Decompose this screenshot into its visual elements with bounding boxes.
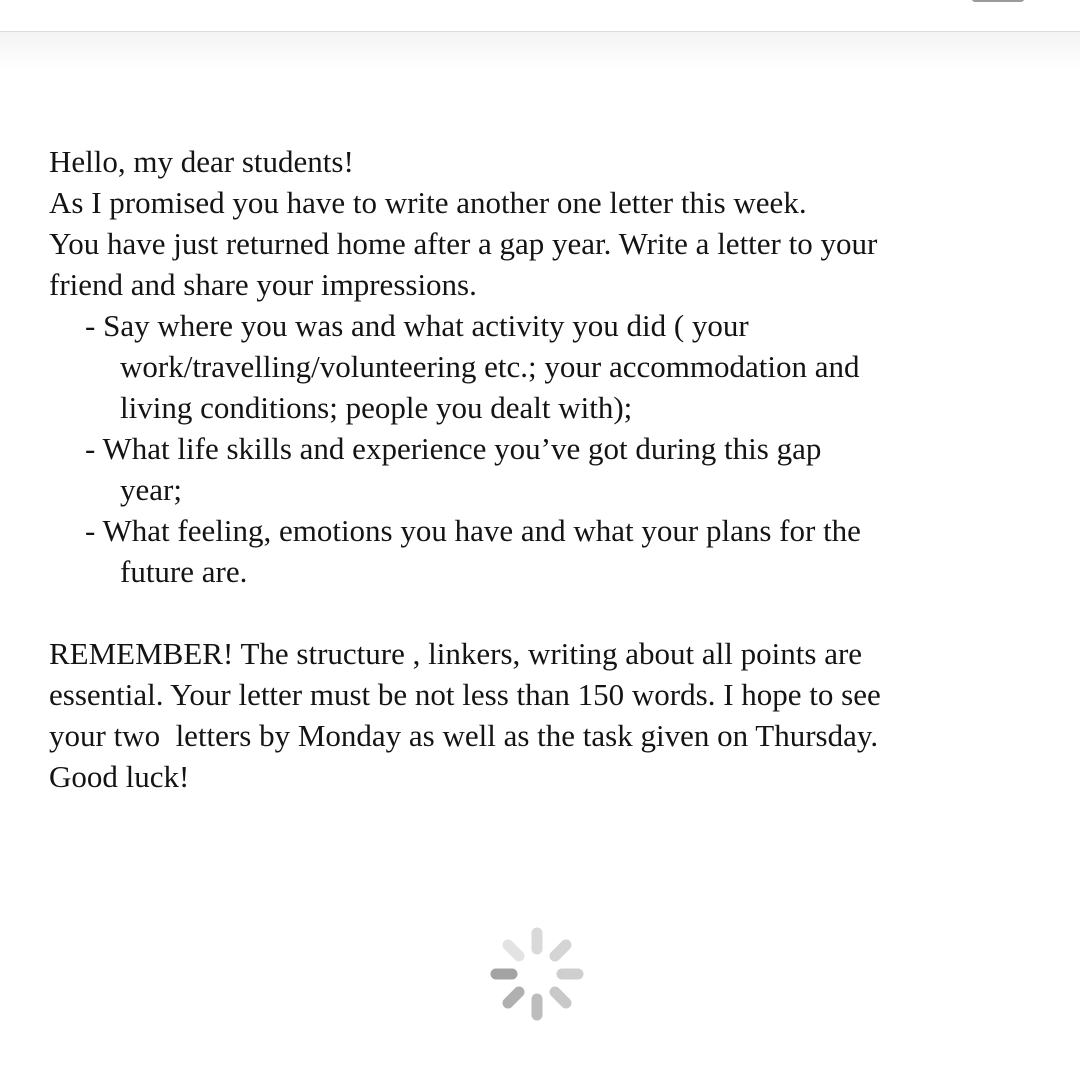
bullet-point-1 xyxy=(49,305,1039,428)
greeting-text: Hello, my dear students! xyxy=(49,144,354,179)
bullet-point-continuation: year; xyxy=(120,472,182,507)
top-bar xyxy=(0,0,1080,32)
loading-spinner-icon xyxy=(490,927,584,1021)
top-shadow xyxy=(0,32,1080,72)
remember-text-line-3: your two letters by Monday as well as the task given on Thursday. xyxy=(49,718,879,753)
task-text-line-1: You have just returned home after a gap year. Write a letter to your xyxy=(49,226,878,261)
drag-handle[interactable] xyxy=(972,0,1024,2)
bullet-point-text: - What feeling, emotions you have and what your plans for the xyxy=(85,513,861,548)
closing-text: Good luck! xyxy=(49,759,190,794)
bullet-point-continuation: future are. xyxy=(120,554,248,589)
bullet-point-3 xyxy=(49,510,1039,592)
bullet-point-text: - What life skills and experience you’ve got during this gap xyxy=(85,431,822,466)
task-text-line-2: friend and share your impressions. xyxy=(49,267,477,302)
bullet-point-continuation: living conditions; people you dealt with); xyxy=(120,390,633,425)
paragraph-spacer xyxy=(49,592,1039,633)
remember-text-line-2: essential. Your letter must be not less than 150 words. I hope to see xyxy=(49,677,881,712)
bullet-point-text: - Say where you was and what activity you did ( your xyxy=(85,308,749,343)
bullet-point-2 xyxy=(49,428,1039,510)
message-body xyxy=(49,141,1039,797)
bullet-point-continuation: work/travelling/volunteering etc.; your accommodation and xyxy=(120,349,860,384)
intro-text: As I promised you have to write another one letter this week. xyxy=(49,185,807,220)
remember-text-line-1: REMEMBER! The structure , linkers, writing about all points are xyxy=(49,636,863,671)
